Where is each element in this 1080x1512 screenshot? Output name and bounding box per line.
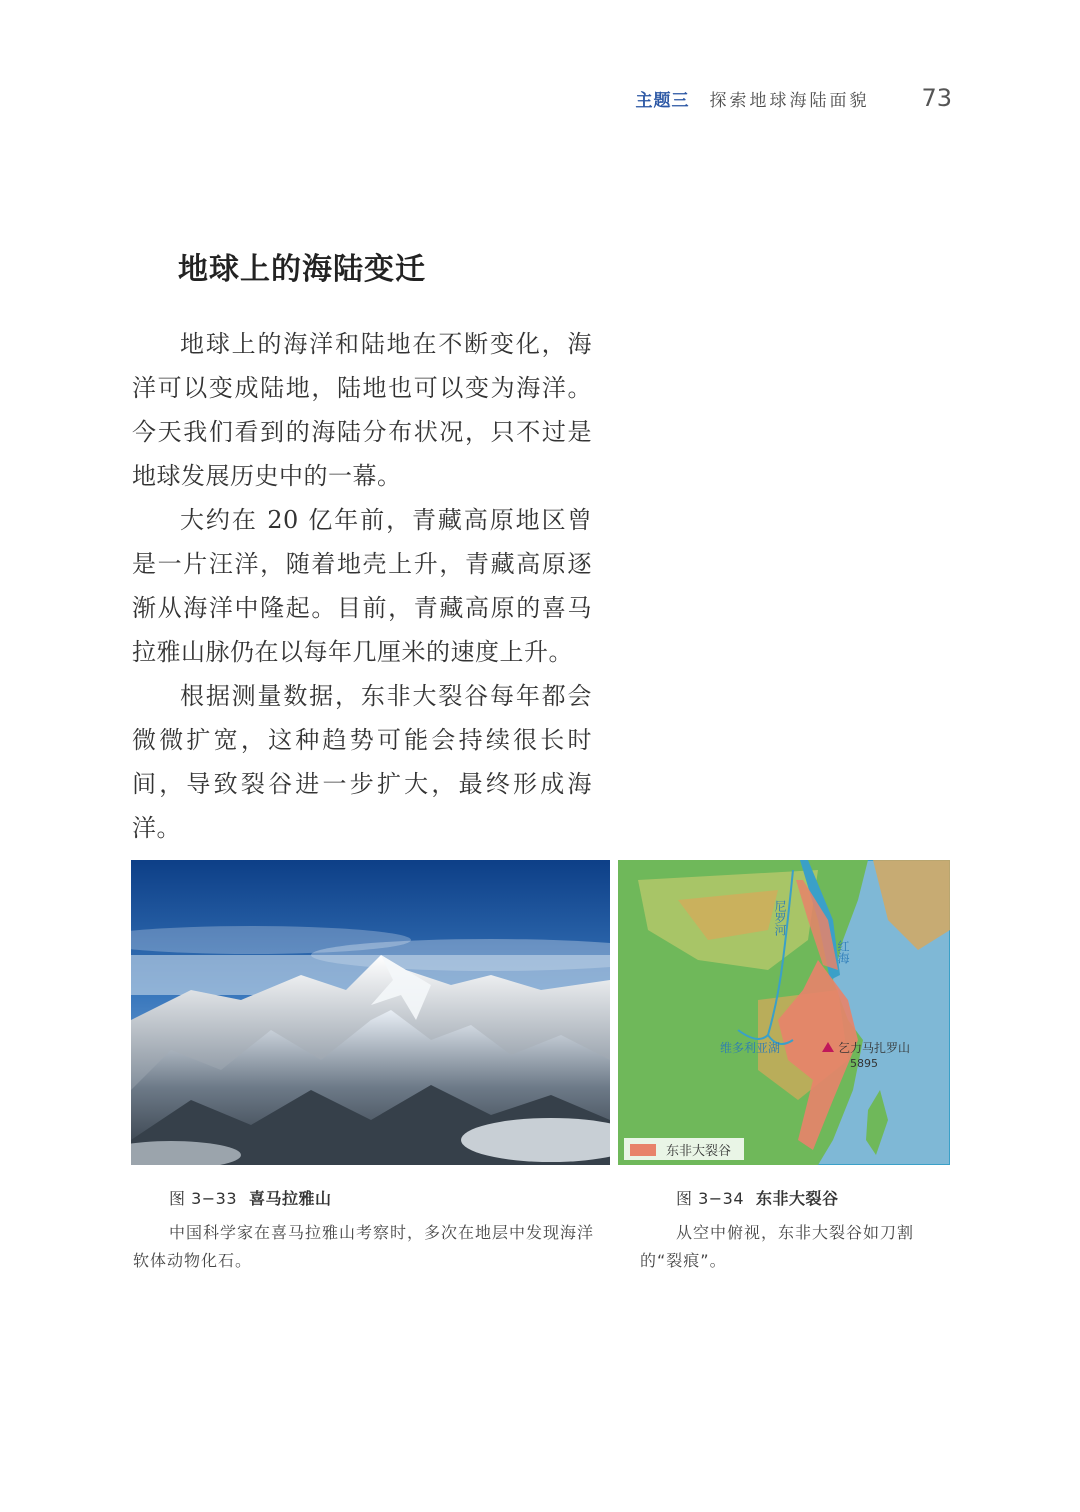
paragraph-2: 大约在 20 亿年前，青藏高原地区曾是一片汪洋，随着地壳上升，青藏高原逐渐从海洋中隆起。目前，青藏高原的喜马拉雅山脉仍在以每年几厘米的速度上升。: [132, 506, 592, 666]
figure2-number: 图 3−34: [676, 1189, 745, 1208]
map-elevation-label: 5895: [850, 1057, 878, 1070]
figure1-title: [133, 1186, 603, 1209]
figure1-name: 喜马拉雅山: [249, 1189, 332, 1208]
section-title: 地球上的海陆变迁: [178, 252, 426, 287]
map-redsea-label: 红海: [836, 940, 850, 964]
body-text: [132, 322, 592, 850]
figure2-title: [640, 1186, 940, 1209]
map-lake-label: 维多利亚湖: [720, 1041, 781, 1055]
figure1-description: 中国科学家在喜马拉雅山考察时，多次在地层中发现海洋软体动物化石。: [133, 1223, 595, 1270]
figure2-description: 从空中俯视，东非大裂谷如刀割的“裂痕”。: [640, 1223, 915, 1270]
map-nile-label: 尼罗河: [773, 900, 787, 936]
figure2-caption: [640, 1186, 940, 1275]
header-theme: 主题三: [635, 91, 690, 111]
himalaya-photo: [131, 860, 610, 1165]
figure1-caption: [133, 1186, 603, 1275]
paragraph-1: 地球上的海洋和陆地在不断变化，海洋可以变成陆地，陆地也可以变为海洋。今天我们看到的海陆分布状况，只不过是地球发展历史中的一幕。: [132, 330, 592, 490]
map-legend-label: 东非大裂谷: [666, 1144, 732, 1159]
map-mountain-label: 乞力马扎罗山: [838, 1041, 911, 1055]
page-number: 73: [921, 84, 952, 112]
header-title: 探索地球海陆面貌: [709, 91, 870, 111]
page-header: [635, 84, 952, 112]
rift-map: [618, 860, 950, 1165]
figure1-number: 图 3−33: [169, 1189, 238, 1208]
paragraph-3: 根据测量数据，东非大裂谷每年都会微微扩宽，这种趋势可能会持续很长时间，导致裂谷进一步扩大，最终形成海洋。: [132, 682, 592, 842]
figure2-name: 东非大裂谷: [756, 1189, 839, 1208]
